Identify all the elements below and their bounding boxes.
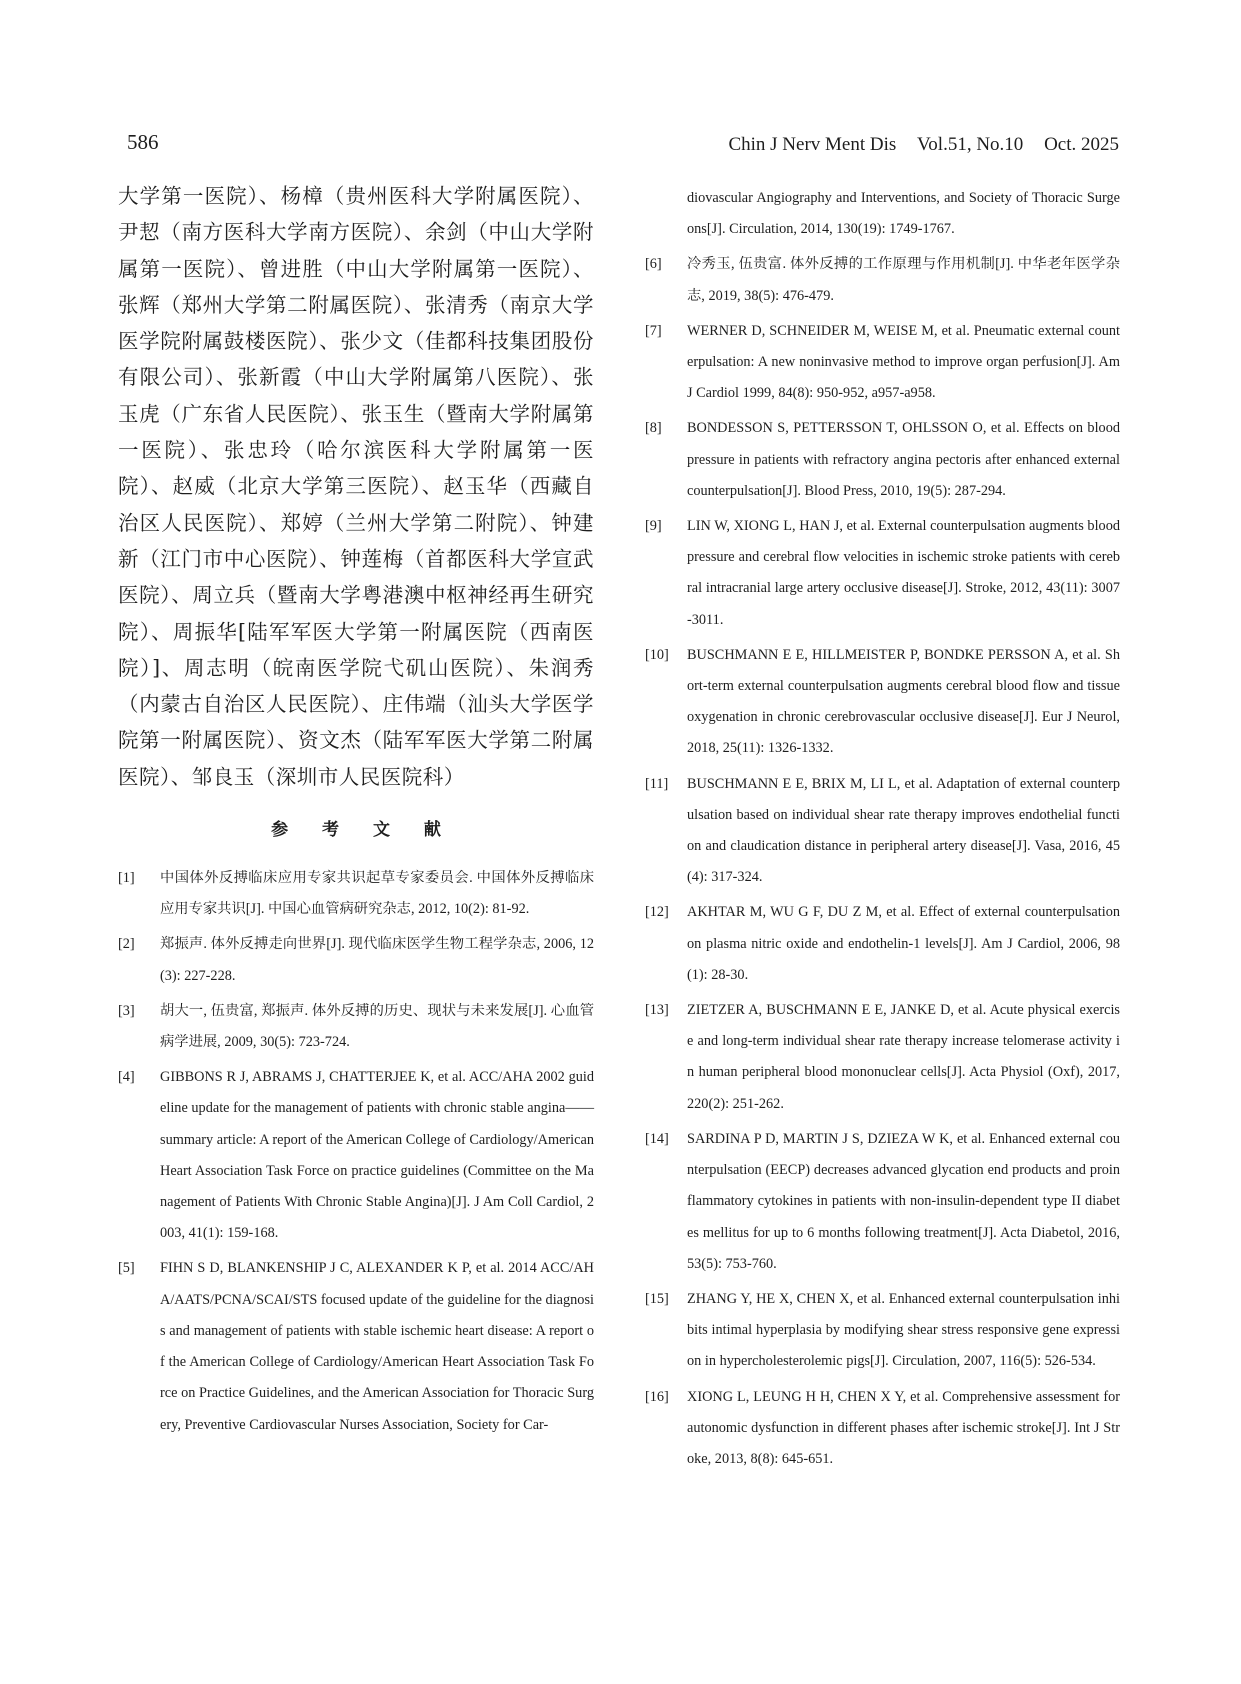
reference-text: FIHN S D, BLANKENSHIP J C, ALEXANDER K P, et al. 2014 ACC/AHA/AATS/PCNA/SCAI/STS focused update of the guideline for the diagnosis and management of patients with stable ischemic heart disease: A report of the American College of Cardiology/American Heart Association Task Force on Practice Guidelines, and the American Association for Thoracic Surgery, Preventive Cardiovascular Nurses Association, Society for Car- [160,1260,594,1433]
right-column [645,183,1120,1479]
reference-number: [9] [645,518,662,535]
reference-item [645,1124,1120,1280]
reference-text: 胡大一, 伍贵富, 郑振声. 体外反搏的历史、现状与未来发展[J]. 心血管病学进展, 2009, 30(5): 723-724. [160,1002,594,1051]
references-heading: 参 考 文 献 [271,820,455,841]
reference-item [118,929,594,991]
reference-number: [16] [645,1388,669,1405]
reference-item [645,511,1120,636]
reference-text: 郑振声. 体外反搏走向世界[J]. 现代临床医学生物工程学杂志, 2006, 12(3): 227-228. [160,936,594,984]
reference-item [118,863,594,925]
reference-number: [1] [118,870,135,887]
reference-text: ZHANG Y, HE X, CHEN X, et al. Enhanced external counterpulsation inhibits intimal hyperplasia by modifying shear stress responsive gene expression in hypercholesterolemic pigs[J]. Circulation, 2007, 116(5): 526-534. [687,1290,1120,1370]
reference-text: ZIETZER A, BUSCHMANN E E, JANKE D, et al. Acute physical exercise and long-term individual shear rate therapy increase telomerase activity in human peripheral blood mononuclear cells[J]. Acta Physiol (Oxf), 2017, 220(2): 251-262. [687,1002,1120,1112]
reference-text: LIN W, XIONG L, HAN J, et al. External counterpulsation augments blood pressure and cerebral flow velocities in ischemic stroke patients with cerebral intracranial large artery occlusive disease[J]. Stroke, 2012, 43(11): 3007-3011. [687,518,1120,628]
reference-text: 冷秀玉, 伍贵富. 体外反搏的工作原理与作用机制[J]. 中华老年医学杂志, 2019, 38(5): 476-479. [687,256,1120,304]
reference-item [645,413,1120,507]
reference-text: XIONG L, LEUNG H H, CHEN X Y, et al. Comprehensive assessment for autonomic dysfunction in different phases after ischemic stroke[J]. Int J Stroke, 2013, 8(8): 645-651. [687,1388,1120,1467]
acknowledgement-paragraph: 大学第一医院）、杨樟（贵州医科大学附属医院）、尹恝（南方医科大学南方医院）、余剑（中山大学附属第一医院）、曾进胜（中山大学附属第一医院）、张辉（郑州大学第二附属医院）、张清秀（南京大学医学院附属鼓楼医院）、张少文（佳都科技集团股份有限公司）、张新霞（中山大学附属第八医院）、张玉虎（广东省人民医院）、张玉生（暨南大学附属第一医院）、张忠玲（哈尔滨医科大学附属第一医院）、赵威（北京大学第三医院）、赵玉华（西藏自治区人民医院）、郑婷（兰州大学第二附院）、钟建新（江门市中心医院）、钟莲梅（首都医科大学宣武医院）、周立兵（暨南大学粤港澳中枢神经再生研究院）、周振华[陆军军医大学第一附属医院（西南医院）]、周志明（皖南医学院弋矶山医院）、朱润秀（内蒙古自治区人民医院）、庄伟端（汕头大学医学院第一附属医院）、资文杰（陆军军医大学第二附属医院）、邹良玉（深圳市人民医院科） [118,184,594,789]
running-header [728,134,1119,156]
reference-number: [10] [645,646,669,663]
reference-number: [6] [645,256,662,273]
reference-item [645,769,1120,894]
reference-number: [12] [645,904,669,921]
reference-text: BUSCHMANN E E, BRIX M, LI L, et al. Adaptation of external counterpulsation based on individual shear rate therapy improves endothelial function and claudication distance in peripheral artery disease[J]. Vasa, 2016, 45(4): 317-324. [687,775,1120,886]
reference-number: [4] [118,1069,135,1086]
reference-item [118,1253,594,1440]
reference-number: [15] [645,1290,669,1307]
reference-item [118,996,594,1058]
reference-item [645,995,1120,1120]
reference-text: AKHTAR M, WU G F, DU Z M, et al. Effect of external counterpulsation on plasma nitric oxide and endothelin-1 levels[J]. Am J Cardiol, 2006, 98(1): 28-30. [687,904,1120,983]
journal-name: Chin J Nerv Ment Dis [728,134,897,155]
reference-number: [13] [645,1002,669,1019]
reference-number: [14] [645,1130,669,1147]
reference-number: [8] [645,420,662,437]
reference-number: [5] [118,1260,135,1277]
reference-item [118,1062,594,1249]
references-list-left [118,863,594,1441]
reference-text: BUSCHMANN E E, HILLMEISTER P, BONDKE PERSSON A, et al. Short-term external counterpulsation augments cerebral blood flow and tissue oxygenation in chronic cerebrovascular occlusive disease[J]. Eur J Neurol, 2018, 25(11): 1326-1332. [687,646,1120,757]
reference-continuation: diovascular Angiography and Interventions, and Society of Thoracic Surgeons[J]. Circulation, 2014, 130(19): 1749-1767. [687,190,1120,238]
reference-number: [11] [645,775,669,792]
issue-date: Oct. 2025 [1044,134,1119,155]
left-column [118,178,594,1445]
reference-text: BONDESSON S, PETTERSSON T, OHLSSON O, et al. Effects on blood pressure in patients with refractory angina pectoris after enhanced external counterpulsation[J]. Blood Press, 2010, 19(5): 287-294. [687,420,1120,499]
reference-item [645,897,1120,991]
volume-issue: Vol.51, No.10 [917,134,1024,155]
reference-item [645,1284,1120,1378]
references-list-right [645,249,1120,1475]
reference-item [645,1382,1120,1476]
page-number: 586 [127,130,159,154]
reference-number: [3] [118,1002,135,1019]
reference-text: 中国体外反搏临床应用专家共识起草专家委员会. 中国体外反搏临床应用专家共识[J]. 中国心血管病研究杂志, 2012, 10(2): 81-92. [160,870,594,918]
reference-item [645,249,1120,311]
reference-text: SARDINA P D, MARTIN J S, DZIEZA W K, et al. Enhanced external counterpulsation (EECP) decreases advanced glycation end products and proinflammatory cytokines in patients with non-insulin-dependent type II diabetes mellitus for up to 6 months following treatment[J]. Acta Diabetol, 2016, 53(5): 753-760. [687,1130,1120,1272]
reference-text: GIBBONS R J, ABRAMS J, CHATTERJEE K, et al. ACC/AHA 2002 guideline update for the management of patients with chronic stable angina——summary article: A report of the American College of Cardiology/American Heart Association Task Force on practice guidelines (Committee on the Management of Patients With Chronic Stable Angina)[J]. J Am Coll Cardiol, 2003, 41(1): 159-168. [160,1069,594,1242]
reference-text: WERNER D, SCHNEIDER M, WEISE M, et al. Pneumatic external counterpulsation: A new noninvasive method to improve organ perfusion[J]. Am J Cardiol 1999, 84(8): 950-952, a957-a958. [687,322,1120,402]
reference-item [645,316,1120,410]
reference-number: [2] [118,936,135,953]
reference-number: [7] [645,322,662,339]
reference-item [645,640,1120,765]
